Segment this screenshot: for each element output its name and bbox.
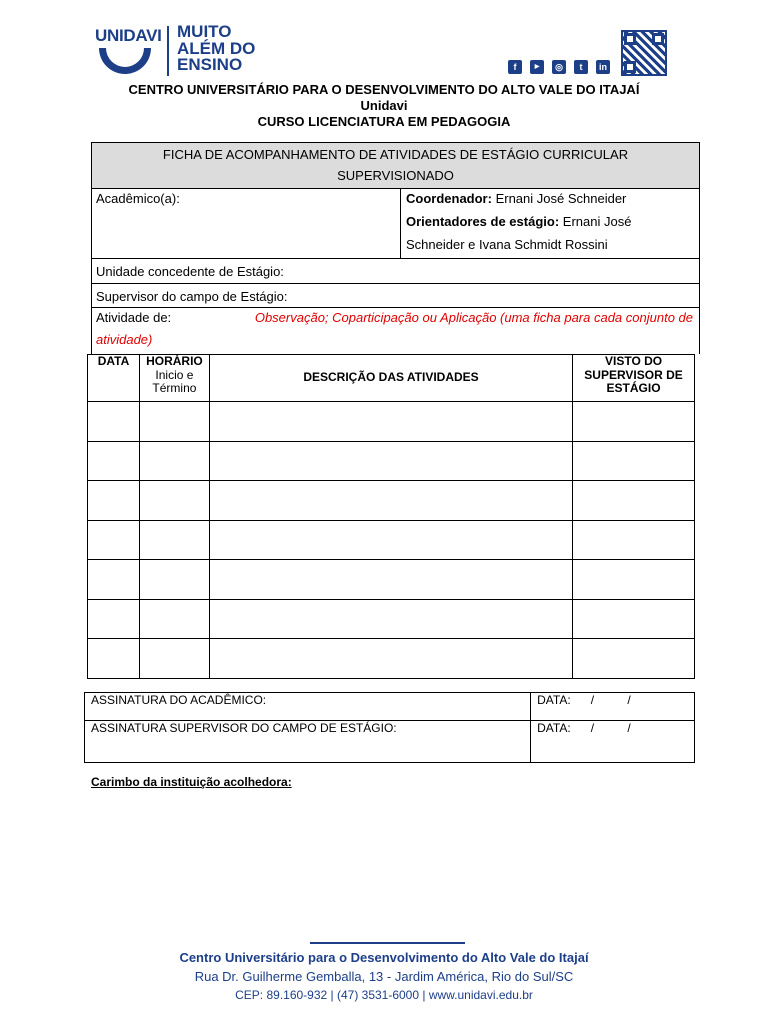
col-data-label: DATA (97, 354, 130, 368)
instagram-icon: ◎ (552, 60, 566, 74)
col-descricao-header (209, 355, 572, 402)
orientadores-label: Orientadores de estágio: (406, 214, 560, 229)
signature-row-supervisor (85, 721, 695, 763)
description-cell[interactable] (209, 481, 572, 521)
time-cell[interactable] (139, 639, 209, 679)
logo-brand-text: UNIDAVI (95, 26, 162, 45)
date-cell[interactable] (88, 639, 140, 679)
date-slash: / (590, 693, 595, 707)
date-label: DATA: (537, 693, 571, 707)
qr-code-icon (621, 30, 667, 76)
date-cell[interactable] (88, 520, 140, 560)
form-title-box (91, 142, 700, 189)
supervisor-campo-label: Supervisor do campo de Estágio: (96, 289, 288, 304)
date-cell[interactable] (88, 441, 140, 481)
footer-divider (310, 942, 465, 944)
table-row (88, 441, 695, 481)
institution-title: CENTRO UNIVERSITÁRIO PARA O DESENVOLVIMENTO DO ALTO VALE DO ITAJAÍ (128, 82, 640, 97)
atividade-options-cont: atividade) (96, 332, 153, 347)
footer-address: Rua Dr. Guilherme Gemballa, 13 - Jardim América, Rio do Sul/SC (194, 969, 574, 984)
approval-cell[interactable] (573, 481, 695, 521)
date-slash: / (590, 721, 595, 735)
logo-tagline-line: ALÉM DO (177, 38, 256, 58)
coordenador-box (400, 188, 700, 259)
institution-short-name: Unidavi (360, 98, 408, 113)
approval-cell[interactable] (573, 520, 695, 560)
approval-cell[interactable] (573, 639, 695, 679)
table-row (88, 481, 695, 521)
approval-cell[interactable] (573, 560, 695, 600)
description-cell[interactable] (209, 560, 572, 600)
col-horario-label: HORÁRIO (146, 354, 203, 368)
logo-divider (167, 26, 169, 76)
description-cell[interactable] (209, 402, 572, 442)
orientadores-line (406, 210, 631, 233)
date-label: DATA: (537, 721, 571, 735)
academico-label: Acadêmico(a): (96, 191, 180, 206)
date-slash: / (627, 721, 631, 735)
table-row (88, 520, 695, 560)
youtube-icon: ▶ (530, 60, 544, 74)
atividade-options: Observação; Coparticipação ou Aplicação (uma ficha para cada conjunto de (254, 310, 693, 325)
supervisor-signature-label: ASSINATURA SUPERVISOR DO CAMPO DE ESTÁGIO: (91, 721, 397, 735)
orientadores-value-cont: Schneider e Ivana Schmidt Rossini (406, 237, 608, 252)
time-cell[interactable] (139, 402, 209, 442)
date-cell[interactable] (88, 402, 140, 442)
time-cell[interactable] (139, 560, 209, 600)
stamp-label: Carimbo da instituição acolhedora: (91, 775, 292, 789)
date-cell[interactable] (88, 560, 140, 600)
signatures-table (84, 692, 695, 763)
activities-table (87, 354, 695, 679)
logo-tagline-line: ENSINO (177, 55, 243, 74)
col-visto-label: VISTO DO (604, 354, 663, 368)
academico-signature-field[interactable] (85, 693, 531, 721)
academico-date-field[interactable] (531, 693, 695, 721)
activities-header-row (88, 355, 695, 402)
approval-cell[interactable] (573, 599, 695, 639)
col-visto-header (573, 355, 695, 402)
description-cell[interactable] (209, 599, 572, 639)
col-descricao-label: DESCRIÇÃO DAS ATIVIDADES (303, 370, 479, 385)
approval-cell[interactable] (573, 402, 695, 442)
facebook-icon: f (508, 60, 522, 74)
footer-contact: CEP: 89.160-932 | (47) 3531-6000 | www.unidavi.edu.br (235, 988, 533, 1002)
coordenador-line (406, 187, 626, 210)
logo-arc-icon (99, 48, 151, 74)
description-cell[interactable] (209, 639, 572, 679)
table-row (88, 402, 695, 442)
linkedin-icon: in (596, 60, 610, 74)
form-title-line: SUPERVISIONADO (337, 168, 454, 183)
col-visto-label: ESTÁGIO (606, 381, 661, 395)
coordenador-value: Ernani José Schneider (495, 191, 627, 206)
atividade-box (91, 307, 700, 354)
table-row (88, 560, 695, 600)
course-title: CURSO LICENCIATURA EM PEDAGOGIA (257, 114, 511, 129)
description-cell[interactable] (209, 441, 572, 481)
table-row (88, 599, 695, 639)
col-data-header (88, 355, 140, 402)
supervisor-signature-field[interactable] (85, 721, 531, 763)
unidade-concedente-field[interactable] (91, 258, 700, 284)
academico-signature-label: ASSINATURA DO ACADÊMICO: (91, 693, 267, 707)
academico-field[interactable] (91, 188, 401, 259)
supervisor-campo-field[interactable] (91, 283, 700, 308)
supervisor-date-field[interactable] (531, 721, 695, 763)
time-cell[interactable] (139, 481, 209, 521)
col-horario-sub: Inicio e (155, 367, 194, 382)
col-horario-header (139, 355, 209, 402)
atividade-label: Atividade de: (96, 310, 172, 325)
description-cell[interactable] (209, 520, 572, 560)
col-visto-label: SUPERVISOR DE (584, 367, 683, 382)
time-cell[interactable] (139, 441, 209, 481)
logo-tagline (177, 24, 255, 74)
table-row (88, 639, 695, 679)
form-title-line: FICHA DE ACOMPANHAMENTO DE ATIVIDADES DE ESTÁGIO CURRICULAR (162, 147, 629, 162)
date-slash: / (627, 693, 631, 707)
atividade-line (96, 306, 693, 329)
approval-cell[interactable] (573, 441, 695, 481)
logo-tagline-line: MUITO (177, 22, 232, 41)
footer-institution-name: Centro Universitário para o Desenvolvimento do Alto Vale do Itajaí (179, 950, 589, 965)
coordenador-label: Coordenador: (406, 191, 492, 206)
date-cell[interactable] (88, 481, 140, 521)
signature-row-academico (85, 693, 695, 721)
unidade-concedente-label: Unidade concedente de Estágio: (96, 264, 284, 279)
time-cell[interactable] (139, 599, 209, 639)
date-cell[interactable] (88, 599, 140, 639)
twitter-icon: t (574, 60, 588, 74)
col-horario-sub: Término (152, 381, 197, 395)
time-cell[interactable] (139, 520, 209, 560)
orientadores-value: Ernani José (562, 214, 632, 229)
